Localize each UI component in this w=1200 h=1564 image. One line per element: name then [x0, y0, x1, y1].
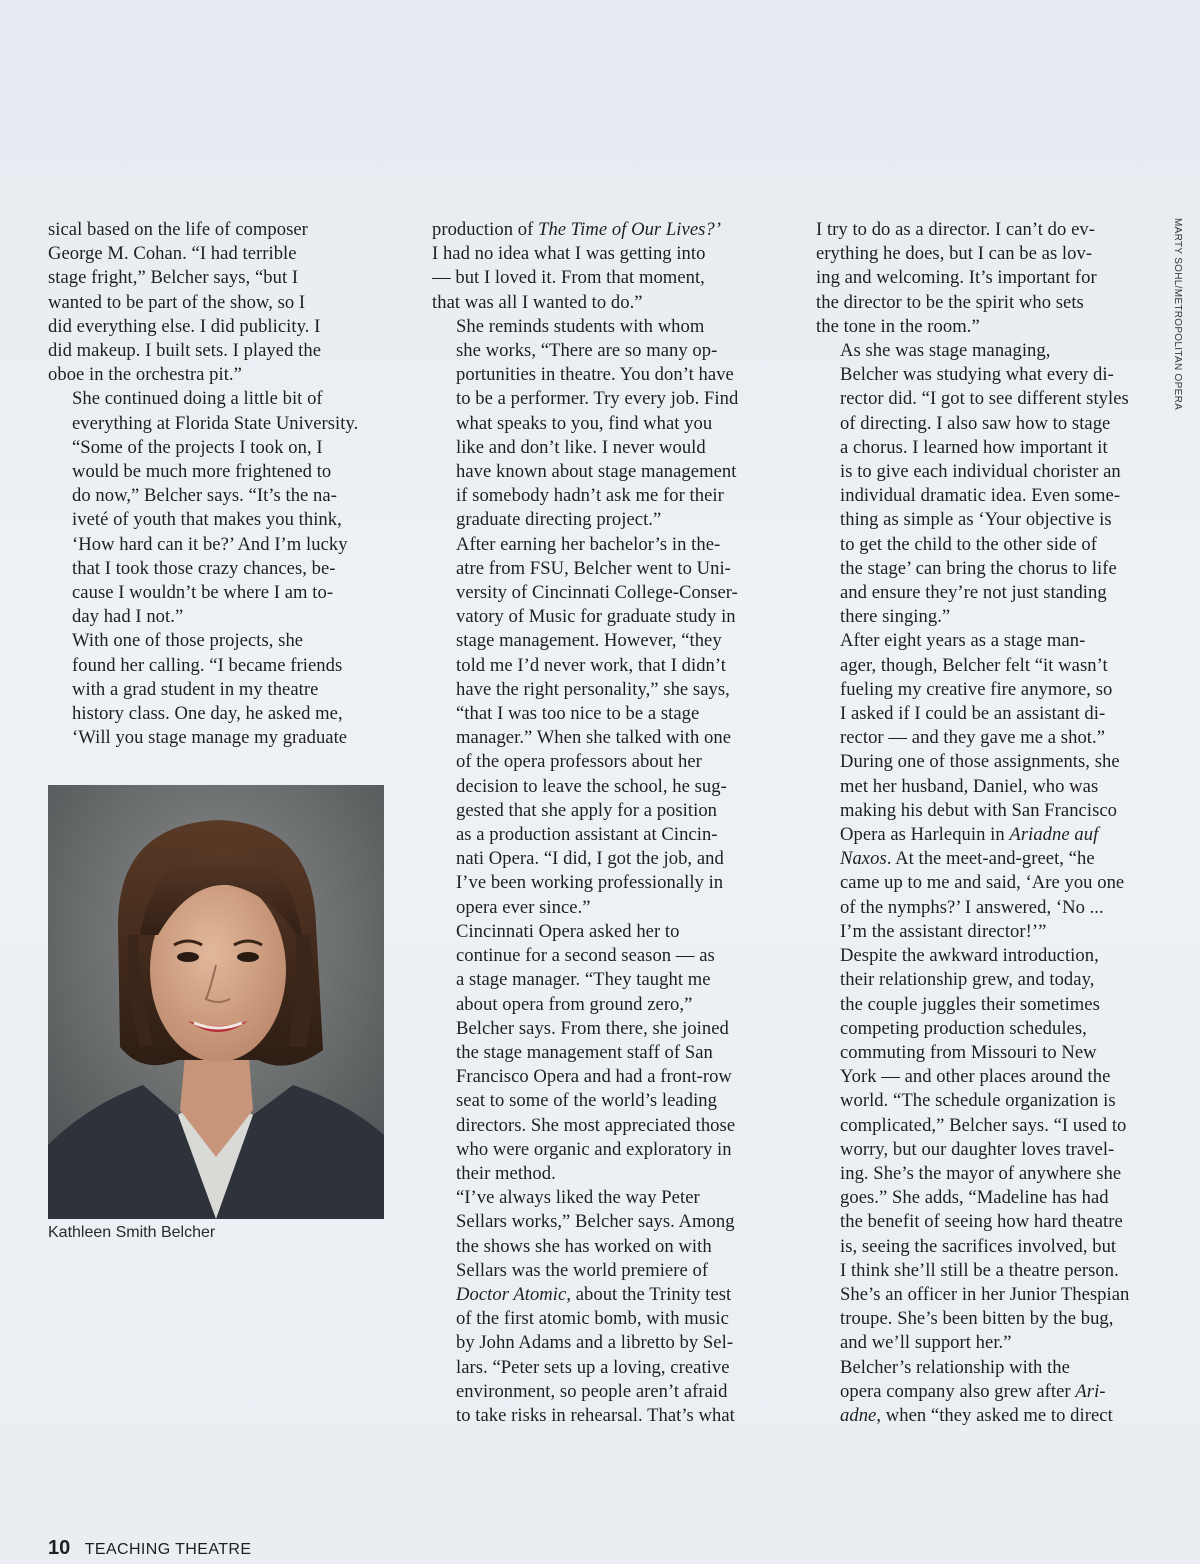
text-line: stage fright,” Belcher says, “but I: [48, 267, 299, 289]
text-line: is to give each individual chorister an: [840, 461, 1121, 483]
text-line: have known about stage management: [456, 461, 737, 483]
text-line: iveté of youth that makes you think,: [72, 509, 342, 531]
paragraph: [816, 944, 1156, 1355]
text-line: ing. She’s the mayor of anywhere she: [840, 1162, 1122, 1184]
text-line: with a grad student in my theatre: [72, 678, 319, 700]
text-line: I’m the assistant director!’”: [840, 920, 1047, 942]
text-line: competing production schedules,: [840, 1017, 1087, 1039]
text-line: rector — and they gave me a shot.”: [840, 727, 1106, 749]
text-line: ‘Will you stage manage my graduate: [72, 727, 348, 749]
text-line: Opera as Harlequin in Ariadne auf: [840, 824, 1099, 846]
text-line: who were organic and exploratory in: [456, 1138, 732, 1160]
text-line: During one of those assignments, she: [840, 751, 1120, 773]
text-line: the tone in the room.”: [816, 315, 980, 337]
text-line: I think she’ll still be a theatre person.: [840, 1259, 1119, 1281]
text-line: lars. “Peter sets up a loving, creative: [456, 1356, 730, 1378]
text-line: George M. Cohan. “I had terrible: [48, 243, 297, 265]
text-line: troupe. She’s been bitten by the bug,: [840, 1308, 1114, 1330]
article-column-1: [48, 218, 382, 750]
text-line: portunities in theatre. You don’t have: [456, 364, 734, 386]
text-line: goes.” She adds, “Madeline has had: [840, 1187, 1109, 1209]
text-line: complicated,” Belcher says. “I used to: [840, 1114, 1127, 1136]
text-line: of the nymphs?’ I answered, ‘No ...: [840, 896, 1104, 918]
text-line: “Some of the projects I took on, I: [72, 436, 323, 458]
text-line: York — and other places around the: [840, 1066, 1111, 1088]
text-line: have the right personality,” she says,: [456, 678, 730, 700]
text-line: “that I was too nice to be a stage: [456, 703, 700, 725]
text-line: — but I loved it. From that moment,: [432, 267, 705, 289]
text-line: “I’ve always liked the way Peter: [456, 1187, 700, 1209]
text-line: I try to do as a director. I can’t do ev-: [816, 219, 1095, 240]
paragraph: [48, 387, 382, 629]
text-line: met her husband, Daniel, who was: [840, 775, 1099, 797]
text-line: worry, but our daughter loves travel-: [840, 1138, 1115, 1160]
text-line: After earning her bachelor’s in the-: [456, 533, 721, 555]
text-line: a chorus. I learned how important it: [840, 436, 1108, 458]
text-line: commuting from Missouri to New: [840, 1041, 1097, 1063]
text-line: the stage’ can bring the chorus to life: [840, 557, 1117, 579]
text-line: I asked if I could be an assistant di-: [840, 703, 1106, 725]
text-line: thing as simple as ‘Your objective is: [840, 509, 1112, 531]
text-line: She’s an officer in her Junior Thespian: [840, 1283, 1130, 1305]
text-line: decision to leave the school, he sug-: [456, 775, 727, 797]
paragraph: [816, 629, 1156, 944]
paragraph: [432, 315, 772, 533]
text-line: Belcher was studying what every di-: [840, 364, 1114, 386]
text-line: what speaks to you, find what you: [456, 412, 713, 434]
text-line: ‘How hard can it be?’ And I’m lucky: [72, 533, 348, 555]
text-line: ager, though, Belcher felt “it wasn’t: [840, 654, 1108, 676]
text-line: there singing.”: [840, 606, 951, 628]
publication-name: TEACHING THEATRE: [84, 1541, 252, 1558]
text-line: of the first atomic bomb, with music: [456, 1308, 729, 1330]
paragraph: [816, 218, 1156, 339]
photo-caption: Kathleen Smith Belcher: [48, 1224, 216, 1241]
text-line: fueling my creative fire anymore, so: [840, 678, 1113, 700]
text-line: she works, “There are so many op-: [456, 340, 718, 362]
text-line: With one of those projects, she: [72, 630, 304, 652]
text-line: to be a performer. Try every job. Find: [456, 388, 739, 410]
text-line: manager.” When she talked with one: [456, 727, 732, 749]
text-line: that was all I wanted to do.”: [432, 291, 643, 313]
text-line: continue for a second season — as: [456, 945, 715, 967]
text-line: history class. One day, he asked me,: [72, 703, 343, 725]
text-line: vatory of Music for graduate study in: [456, 606, 736, 628]
text-line: ing and welcoming. It’s important for: [816, 267, 1097, 289]
text-line: to get the child to the other side of: [840, 533, 1097, 555]
paragraph: [432, 1186, 772, 1428]
text-line: found her calling. “I became friends: [72, 654, 343, 676]
text-line: I had no idea what I was getting into: [432, 243, 706, 265]
text-line: the director to be the spirit who sets: [816, 291, 1084, 313]
text-line: to take risks in rehearsal. That’s what: [456, 1404, 735, 1426]
text-line: individual dramatic idea. Even some-: [840, 485, 1121, 507]
text-line: the couple juggles their sometimes: [840, 993, 1100, 1015]
text-line: I’ve been working professionally in: [456, 872, 724, 894]
text-line: is, seeing the sacrifices involved, but: [840, 1235, 1117, 1257]
text-line: of directing. I also saw how to stage: [840, 412, 1111, 434]
text-line: that I took those crazy chances, be-: [72, 557, 336, 579]
text-line: Doctor Atomic, about the Trinity test: [456, 1283, 732, 1305]
article-column-2: [432, 218, 772, 1428]
paragraph: [816, 1356, 1156, 1429]
text-line: rector did. “I got to see different styles: [840, 388, 1129, 410]
text-line: world. “The schedule organization is: [840, 1090, 1116, 1112]
paragraph: [432, 920, 772, 1186]
text-line: Naxos. At the meet-and-greet, “he: [840, 848, 1095, 870]
text-line: She reminds students with whom: [456, 315, 705, 337]
text-line: opera ever since.”: [456, 896, 591, 918]
text-line: a stage manager. “They taught me: [456, 969, 711, 991]
text-line: if somebody hadn’t ask me for their: [456, 485, 724, 507]
paragraph: [816, 339, 1156, 629]
text-line: nati Opera. “I did, I got the job, and: [456, 848, 724, 870]
text-line: versity of Cincinnati College-Conser-: [456, 582, 738, 604]
text-line: Cincinnati Opera asked her to: [456, 920, 680, 942]
text-line: as a production assistant at Cincin-: [456, 824, 718, 846]
paragraph: [432, 218, 772, 315]
article-column-3: [816, 218, 1156, 1428]
text-line: Belcher’s relationship with the: [840, 1356, 1070, 1378]
text-line: like and don’t like. I never would: [456, 436, 706, 458]
paragraph: [432, 533, 772, 920]
portrait-photo: [48, 785, 384, 1219]
text-line: Francisco Opera and had a front-row: [456, 1066, 732, 1088]
text-line: their method.: [456, 1162, 556, 1184]
paragraph: [48, 218, 382, 387]
text-line: the stage management staff of San: [456, 1041, 713, 1063]
text-line: graduate directing project.”: [456, 509, 662, 531]
text-line: and ensure they’re not just standing: [840, 582, 1107, 604]
text-line: their relationship grew, and today,: [840, 969, 1095, 991]
text-line: and we’ll support her.”: [840, 1332, 1012, 1354]
paragraph: [48, 629, 382, 750]
page-number: 10: [48, 1537, 71, 1559]
text-line: the shows she has worked on with: [456, 1235, 712, 1257]
text-line: Sellars works,” Belcher says. Among: [456, 1211, 735, 1233]
page-footer: [48, 1537, 251, 1560]
text-line: stage management. However, “they: [456, 630, 722, 652]
text-line: atre from FSU, Belcher went to Uni-: [456, 557, 731, 579]
text-line: did everything else. I did publicity. I: [48, 315, 321, 337]
portrait-illustration: [48, 785, 384, 1219]
text-line: adne, when “they asked me to direct: [840, 1404, 1113, 1426]
text-line: Despite the awkward introduction,: [840, 945, 1099, 967]
text-line: sical based on the life of composer: [48, 219, 308, 240]
text-line: by John Adams and a libretto by Sel-: [456, 1332, 734, 1354]
text-line: would be much more frightened to: [72, 461, 332, 483]
text-line: do now,” Belcher says. “It’s the na-: [72, 485, 337, 507]
text-line: came up to me and said, ‘Are you one: [840, 872, 1125, 894]
text-line: environment, so people aren’t afraid: [456, 1380, 728, 1402]
text-line: After eight years as a stage man-: [840, 630, 1086, 652]
text-line: making his debut with San Francisco: [840, 799, 1118, 821]
text-line: opera company also grew after Ari-: [840, 1380, 1106, 1402]
text-line: oboe in the orchestra pit.”: [48, 364, 242, 386]
text-line: Belcher says. From there, she joined: [456, 1017, 729, 1039]
text-line: of the opera professors about her: [456, 751, 702, 773]
text-line: She continued doing a little bit of: [72, 388, 323, 410]
text-line: seat to some of the world’s leading: [456, 1090, 717, 1112]
text-line: wanted to be part of the show, so I: [48, 291, 306, 313]
text-line: everything at Florida State University.: [72, 412, 359, 434]
photo-credit: MARTY SOHL/METROPOLITAN OPERA: [1172, 218, 1183, 411]
text-line: As she was stage managing,: [840, 340, 1051, 362]
text-line: cause I wouldn’t be where I am to-: [72, 582, 334, 604]
text-line: directors. She most appreciated those: [456, 1114, 736, 1136]
text-line: Sellars was the world premiere of: [456, 1259, 709, 1281]
text-line: production of The Time of Our Lives?’: [432, 219, 722, 240]
text-line: day had I not.”: [72, 606, 184, 628]
text-line: erything he does, but I can be as lov-: [816, 243, 1093, 265]
text-line: gested that she apply for a position: [456, 799, 718, 821]
text-line: about opera from ground zero,”: [456, 993, 693, 1015]
text-line: the benefit of seeing how hard theatre: [840, 1211, 1123, 1233]
text-line: told me I’d never work, that I didn’t: [456, 654, 727, 676]
text-line: did makeup. I built sets. I played the: [48, 340, 321, 362]
